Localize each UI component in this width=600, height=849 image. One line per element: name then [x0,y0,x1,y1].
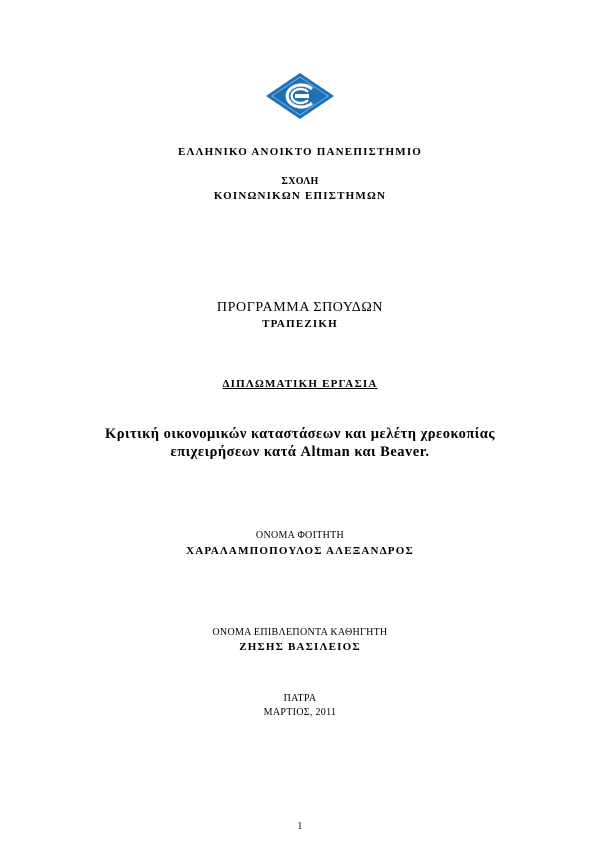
supervisor-name: ΖΗΣΗΣ ΒΑΣΙΛΕΙΟΣ [239,641,361,653]
program-label: ΠΡΟΓΡΑΜΜΑ ΣΠΟΥΔΩΝ [216,300,384,315]
city: ΠΑΤΡΑ [283,693,317,704]
school-name: ΚΟΙΝΩΝΙΚΩΝ ΕΠΙΣΤΗΜΩΝ [213,190,387,202]
school-label: ΣΧΟΛΗ [281,176,319,187]
thesis-title-line2: επιχειρήσεων κατά Altman και Beaver. [170,444,430,460]
thesis-type: ΔΙΠΛΩΜΑΤΙΚΗ ΕΡΓΑΣΙΑ [222,378,378,390]
date: ΜΑΡΤΙΟΣ, 2011 [263,707,337,718]
student-label: ΟΝΟΜΑ ΦΟΙΤΗΤΗ [255,530,345,541]
program-name: ΤΡΑΠΕΖΙΚΗ [262,318,338,330]
supervisor-label: ΟΝΟΜΑ ΕΠΙΒΛΕΠΟΝΤΑ ΚΑΘΗΓΗΤΗ [212,627,388,638]
university-name: ΕΛΛΗΝΙΚΟ ΑΝΟΙΚΤΟ ΠΑΝΕΠΙΣΤΗΜΙΟ [177,146,423,158]
thesis-title-line1: Κριτική οικονομικών καταστάσεων και μελέτη χρεοκοπίας [104,426,496,442]
student-name: ΧΑΡΑΛΑΜΠΟΠΟΥΛΟΣ ΑΛΕΞΑΝΔΡΟΣ [186,545,414,557]
page-number: 1 [297,821,303,832]
eap-logo-icon [265,72,335,120]
